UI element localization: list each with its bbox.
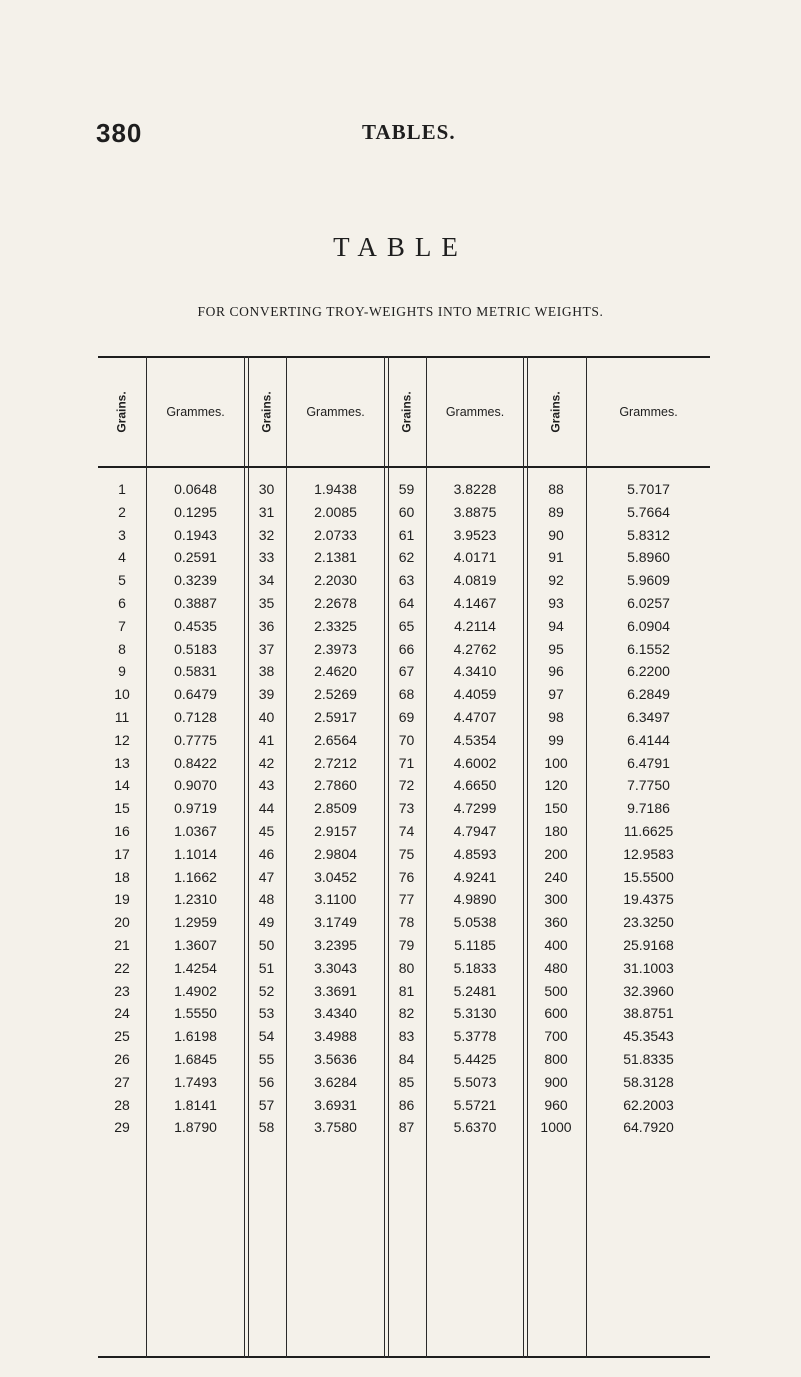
grains-cell: 48: [258, 891, 275, 908]
grains-column-4: [526, 478, 586, 1139]
grammes-cell: 1.6845: [174, 1050, 217, 1067]
grammes-cell: 0.4535: [174, 617, 217, 634]
grains-cell: 84: [398, 1050, 415, 1067]
grammes-cell: 3.6931: [314, 1096, 357, 1113]
grains-cell: 52: [258, 982, 275, 999]
grains-cell: 85: [398, 1073, 415, 1090]
grammes-cell: 2.5269: [314, 686, 357, 703]
grammes-header-1: Grammes.: [166, 405, 225, 419]
grammes-cell: 1.8141: [174, 1096, 217, 1113]
grammes-cell: 4.0819: [453, 572, 497, 589]
grains-cell: 78: [398, 914, 415, 931]
grains-cell: 33: [258, 549, 275, 566]
grains-cell: 71: [398, 754, 415, 771]
grains-cell: 94: [548, 617, 564, 634]
grains-cell: 24: [114, 1005, 130, 1022]
grains-cell: 87: [398, 1119, 415, 1136]
grains-cell: 3: [118, 526, 126, 543]
grains-cell: 60: [398, 503, 415, 520]
grains-cell: 600: [544, 1005, 568, 1022]
grains-cell: 39: [258, 686, 275, 703]
grains-cell: 23: [114, 982, 130, 999]
grammes-cell: 5.7017: [627, 481, 670, 497]
grammes-cell: 0.3887: [174, 594, 217, 611]
grammes-cell: 6.3497: [627, 708, 670, 725]
grains-cell: 200: [544, 845, 568, 862]
grains-cell: 77: [398, 891, 415, 908]
grammes-column-3: [427, 478, 523, 1139]
grains-cell: 2: [118, 503, 126, 520]
grammes-cell: 2.4620: [314, 663, 357, 680]
grains-cell: 50: [258, 936, 275, 953]
grammes-column-4: [587, 478, 710, 1139]
page-number: 380: [96, 118, 143, 148]
grammes-column-1: [147, 478, 244, 1139]
grains-cell: 72: [398, 777, 415, 794]
grains-cell: 58: [258, 1119, 275, 1136]
grammes-cell: 5.8312: [627, 526, 670, 543]
grammes-cell: 4.5354: [453, 731, 497, 748]
grammes-column-2: [287, 478, 384, 1139]
grammes-cell: 3.5636: [314, 1050, 357, 1067]
grammes-cell: 25.9168: [623, 936, 674, 953]
grammes-cell: 5.1833: [453, 959, 497, 976]
grammes-cell: 0.1943: [174, 526, 217, 543]
table-bottom-rule: [98, 1356, 710, 1358]
grammes-cell: 4.7299: [453, 800, 497, 817]
grammes-cell: 1.6198: [174, 1028, 217, 1045]
grammes-cell: 4.0171: [453, 549, 497, 566]
grains-cell: 57: [258, 1096, 275, 1113]
grammes-cell: 0.6479: [174, 686, 217, 703]
grammes-cell: 2.0733: [314, 526, 357, 543]
grains-cell: 62: [398, 549, 415, 566]
grains-cell: 120: [544, 777, 568, 794]
grammes-cell: 4.1467: [453, 594, 497, 611]
grains-cell: 400: [544, 936, 568, 953]
grains-cell: 500: [544, 982, 568, 999]
grammes-cell: 1.5550: [174, 1005, 217, 1022]
grammes-cell: 1.4254: [174, 959, 217, 976]
grains-cell: 49: [258, 914, 275, 931]
grammes-cell: 5.1185: [454, 936, 496, 953]
grammes-cell: 1.1014: [174, 845, 217, 862]
grains-cell: 29: [114, 1119, 130, 1136]
grammes-cell: 51.8335: [623, 1050, 674, 1067]
grains-cell: 300: [544, 891, 568, 908]
grammes-cell: 3.6284: [314, 1073, 357, 1090]
grains-cell: 7: [118, 617, 126, 634]
table-subtitle: FOR CONVERTING TROY-WEIGHTS INTO METRIC WEIGHTS.: [197, 304, 604, 319]
grains-cell: 80: [398, 959, 415, 976]
grammes-cell: 4.9241: [453, 868, 497, 885]
grains-cell: 15: [114, 800, 130, 817]
grains-cell: 42: [258, 754, 275, 771]
grains-cell: 86: [398, 1096, 415, 1113]
grains-cell: 900: [544, 1073, 568, 1090]
grains-cell: 21: [114, 936, 130, 953]
grains-cell: 90: [548, 526, 564, 543]
grammes-cell: 45.3543: [623, 1028, 674, 1045]
grammes-cell: 3.3691: [314, 982, 357, 999]
grammes-cell: 0.5831: [174, 663, 217, 680]
grains-cell: 67: [398, 663, 415, 680]
grammes-cell: 32.3960: [623, 982, 674, 999]
grains-cell: 69: [398, 708, 415, 725]
grammes-cell: 4.4059: [453, 686, 497, 703]
grammes-cell: 19.4375: [623, 891, 674, 908]
grammes-cell: 4.4707: [453, 708, 497, 725]
grains-header-3: Grains.: [399, 391, 414, 433]
grammes-cell: 0.3239: [174, 572, 217, 589]
grammes-cell: 6.4144: [627, 731, 670, 748]
grains-cell: 180: [544, 822, 568, 839]
grains-cell: 44: [258, 800, 275, 817]
grains-cell: 25: [114, 1028, 130, 1045]
grammes-cell: 2.9157: [314, 822, 357, 839]
grains-cell: 35: [258, 594, 275, 611]
grains-cell: 51: [258, 959, 275, 976]
grains-cell: 34: [258, 572, 275, 589]
grammes-cell: 4.2114: [454, 617, 496, 634]
grammes-cell: 5.5721: [453, 1096, 497, 1113]
grains-cell: 17: [114, 845, 130, 862]
grammes-cell: 1.8790: [174, 1119, 217, 1136]
grains-cell: 70: [398, 731, 415, 748]
grammes-cell: 2.3325: [314, 617, 357, 634]
grammes-cell: 4.3410: [453, 663, 497, 680]
grains-cell: 79: [398, 936, 415, 953]
grammes-cell: 3.4988: [314, 1028, 357, 1045]
grains-cell: 41: [258, 731, 275, 748]
grammes-cell: 6.0904: [627, 617, 670, 634]
grammes-cell: 2.6564: [314, 731, 357, 748]
grammes-cell: 5.7664: [627, 503, 670, 520]
grammes-cell: 7.7750: [627, 777, 670, 794]
grains-cell: 68: [398, 686, 415, 703]
grains-cell: 56: [258, 1073, 275, 1090]
grammes-cell: 2.5917: [314, 708, 357, 725]
grammes-cell: 5.4425: [453, 1050, 497, 1067]
grains-cell: 22: [114, 959, 130, 976]
grains-cell: 4: [118, 549, 126, 566]
grains-cell: 38: [258, 663, 275, 680]
grains-cell: 81: [398, 982, 415, 999]
grammes-cell: 3.1749: [314, 914, 357, 931]
grammes-cell: 2.2678: [314, 594, 357, 611]
grammes-cell: 0.2591: [174, 549, 217, 566]
grammes-cell: 0.7128: [174, 708, 217, 725]
grammes-cell: 64.7920: [623, 1119, 674, 1136]
grains-cell: 55: [258, 1050, 275, 1067]
grammes-header-4: Grammes.: [619, 405, 678, 419]
grammes-cell: 2.1381: [314, 549, 357, 566]
grains-cell: 96: [548, 663, 564, 680]
grammes-cell: 4.2762: [453, 640, 497, 657]
grains-cell: 64: [398, 594, 415, 611]
grammes-cell: 4.7947: [453, 822, 497, 839]
grammes-cell: 5.9609: [627, 572, 670, 589]
grammes-cell: 12.9583: [623, 845, 674, 862]
grammes-cell: 3.0452: [314, 868, 357, 885]
grammes-cell: 38.8751: [623, 1005, 674, 1022]
grains-cell: 30: [258, 481, 275, 497]
grains-cell: 73: [398, 800, 415, 817]
grains-cell: 74: [398, 822, 415, 839]
grains-cell: 43: [258, 777, 275, 794]
grammes-cell: 0.8422: [174, 754, 217, 771]
grains-cell: 16: [114, 822, 130, 839]
grammes-cell: 6.4791: [627, 754, 670, 771]
grammes-cell: 3.8875: [453, 503, 497, 520]
grammes-cell: 2.2030: [314, 572, 357, 589]
grammes-cell: 1.9438: [314, 481, 357, 497]
grains-cell: 98: [548, 708, 564, 725]
grains-cell: 150: [544, 800, 568, 817]
grammes-cell: 11.6625: [623, 822, 674, 839]
grains-cell: 40: [258, 708, 275, 725]
grains-cell: 20: [114, 914, 130, 931]
grains-cell: 61: [398, 526, 415, 543]
grains-cell: 47: [258, 868, 275, 885]
grains-cell: 46: [258, 845, 275, 862]
grammes-cell: 4.6002: [453, 754, 497, 771]
grains-cell: 93: [548, 594, 564, 611]
grammes-cell: 31.1003: [623, 959, 674, 976]
grains-cell: 83: [398, 1028, 415, 1045]
grammes-cell: 15.5500: [623, 868, 674, 885]
grains-cell: 54: [258, 1028, 275, 1045]
grains-cell: 240: [544, 868, 568, 885]
grains-column-1: [98, 478, 146, 1139]
grains-cell: 82: [398, 1005, 415, 1022]
grains-cell: 27: [114, 1073, 130, 1090]
grammes-cell: 2.0085: [314, 503, 357, 520]
grains-cell: 6: [118, 594, 126, 611]
grains-cell: 31: [258, 503, 275, 520]
grains-cell: 8: [118, 640, 126, 657]
grains-header-2: Grains.: [259, 391, 274, 433]
grains-cell: 92: [548, 572, 564, 589]
grammes-header-3: Grammes.: [445, 405, 505, 419]
grains-cell: 76: [398, 868, 415, 885]
grains-cell: 45: [258, 822, 275, 839]
grains-cell: 37: [258, 640, 275, 657]
grammes-cell: 5.0538: [453, 914, 497, 931]
grains-column-3: [387, 478, 426, 1139]
grammes-cell: 5.3130: [453, 1005, 497, 1022]
grains-cell: 19: [114, 891, 130, 908]
grammes-cell: 1.1662: [174, 868, 217, 885]
grammes-cell: 1.2959: [174, 914, 217, 931]
grammes-cell: 62.2003: [623, 1096, 674, 1113]
grammes-cell: 2.3973: [314, 640, 357, 657]
grammes-cell: 5.8960: [627, 549, 670, 566]
grammes-cell: 5.2481: [453, 982, 497, 999]
grammes-cell: 4.9890: [453, 891, 497, 908]
grains-cell: 11: [114, 708, 130, 725]
grains-cell: 91: [548, 549, 564, 566]
grammes-cell: 5.6370: [453, 1119, 497, 1136]
grains-cell: 26: [114, 1050, 130, 1067]
grammes-cell: 6.0257: [627, 594, 670, 611]
grains-cell: 53: [258, 1005, 275, 1022]
grains-cell: 59: [398, 481, 415, 497]
grains-cell: 89: [548, 503, 564, 520]
grammes-cell: 0.9719: [174, 800, 217, 817]
conversion-table: [98, 356, 710, 1368]
grains-cell: 32: [258, 526, 275, 543]
grains-cell: 10: [114, 686, 130, 703]
grammes-cell: 5.5073: [453, 1073, 497, 1090]
grains-cell: 95: [548, 640, 564, 657]
grains-header-4: Grains.: [548, 391, 563, 433]
grains-cell: 65: [398, 617, 415, 634]
grammes-cell: 3.8228: [453, 481, 497, 497]
grains-cell: 36: [258, 617, 275, 634]
grammes-cell: 0.0648: [174, 481, 217, 497]
grammes-cell: 9.7186: [627, 800, 670, 817]
grammes-header-2: Grammes.: [306, 405, 365, 419]
grammes-cell: 1.0367: [174, 822, 217, 839]
grammes-cell: 0.9070: [174, 777, 217, 794]
grammes-cell: 58.3128: [623, 1073, 674, 1090]
grammes-cell: 4.8593: [453, 845, 497, 862]
grains-cell: 63: [398, 572, 415, 589]
grammes-cell: 6.2200: [627, 663, 670, 680]
grammes-cell: 3.1100: [314, 891, 357, 908]
grains-cell: 99: [548, 731, 564, 748]
grains-cell: 100: [544, 754, 568, 771]
grammes-cell: 3.7580: [314, 1119, 357, 1136]
grains-cell: 88: [548, 481, 564, 497]
grammes-cell: 0.7775: [174, 731, 217, 748]
grammes-cell: 3.2395: [314, 936, 357, 953]
grains-cell: 18: [114, 868, 130, 885]
grains-cell: 360: [544, 914, 568, 931]
grammes-cell: 2.9804: [314, 845, 357, 862]
grains-cell: 66: [398, 640, 415, 657]
grains-cell: 5: [118, 572, 126, 589]
grammes-cell: 3.9523: [453, 526, 497, 543]
grains-cell: 75: [398, 845, 415, 862]
grains-cell: 28: [114, 1096, 130, 1113]
grammes-cell: 5.3778: [453, 1028, 497, 1045]
grammes-cell: 3.3043: [314, 959, 357, 976]
grains-column-2: [247, 478, 286, 1139]
grains-cell: 480: [544, 959, 568, 976]
grammes-cell: 2.7860: [314, 777, 357, 794]
table-header-rule: [98, 466, 710, 468]
grammes-cell: 6.1552: [627, 640, 670, 657]
grains-header-1: Grains.: [114, 391, 129, 433]
grains-cell: 700: [544, 1028, 568, 1045]
grammes-cell: 2.7212: [314, 754, 357, 771]
grains-cell: 14: [114, 777, 130, 794]
table-top-rule: [98, 356, 710, 358]
grains-cell: 9: [118, 663, 126, 680]
grammes-cell: 3.4340: [314, 1005, 357, 1022]
grains-cell: 960: [544, 1096, 568, 1113]
grammes-cell: 6.2849: [627, 686, 670, 703]
grains-cell: 13: [114, 754, 130, 771]
grains-cell: 12: [114, 731, 130, 748]
running-head: TABLES.: [362, 120, 456, 144]
table-title: TABLE: [333, 232, 468, 262]
grammes-cell: 23.3250: [623, 914, 674, 931]
grammes-cell: 1.7493: [174, 1073, 217, 1090]
grains-cell: 97: [548, 686, 564, 703]
grains-cell: 800: [544, 1050, 568, 1067]
grammes-cell: 2.8509: [314, 800, 357, 817]
grains-cell: 1: [118, 481, 126, 497]
grammes-cell: 1.3607: [174, 936, 217, 953]
grammes-cell: 1.4902: [174, 982, 217, 999]
grammes-cell: 0.5183: [174, 640, 217, 657]
grammes-cell: 1.2310: [174, 891, 217, 908]
grammes-cell: 0.1295: [174, 503, 217, 520]
grammes-cell: 4.6650: [453, 777, 497, 794]
grains-cell: 1000: [540, 1119, 572, 1136]
